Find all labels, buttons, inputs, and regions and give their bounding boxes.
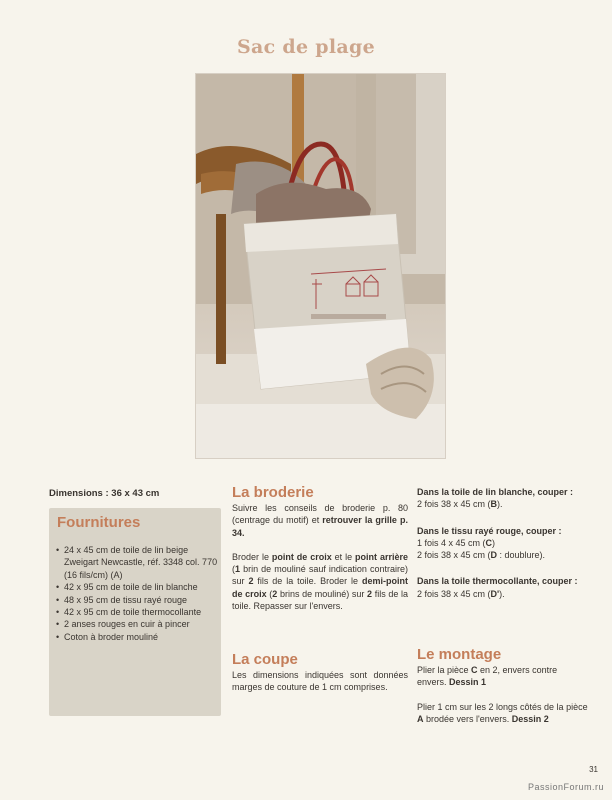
striped-cut-line2: 2 fois 38 x 45 cm (D : doublure).	[417, 550, 546, 561]
embroidery-intro: Suivre les conseils de broderie p. 80 (centrage du motif) et retrouver la grille p. 34.	[232, 503, 408, 538]
striped-cut-heading: Dans le tissu rayé rouge, couper :	[417, 525, 562, 536]
supplies-heading: Fournitures	[57, 514, 141, 531]
cutting-section	[232, 651, 408, 694]
cutting-heading: La coupe	[232, 651, 298, 668]
watermark: PassionForum.ru	[527, 782, 604, 792]
embroidery-heading: La broderie	[232, 484, 314, 501]
supplies-list	[56, 544, 218, 643]
assembly-step2: Plier 1 cm sur les 2 longs côtés de la pièce A brodée vers l'envers. Dessin 2	[417, 701, 588, 724]
assembly-heading: Le montage	[417, 646, 502, 663]
dimensions-label: Dimensions : 36 x 43 cm	[49, 488, 160, 499]
embroidery-instructions: Broder le point de croix et le point arrière (1 brin de mouliné sauf indication contraire) sur 2 fils de la toile. Broder le demi-point de croix (2 brins de mouliné) sur 2 fils de la toile. Repasser sur l'envers.	[232, 551, 408, 612]
embroidery-section	[232, 484, 408, 612]
assembly-step1: Plier la pièce C en 2, envers contre envers. Dessin 1	[417, 665, 558, 688]
list-item: • 42 x 95 cm de toile de lin blanche	[56, 582, 198, 593]
interfacing-cut-heading: Dans la toile thermocollante, couper :	[417, 576, 578, 587]
cuts-list	[417, 486, 589, 600]
striped-cut-line1: 1 fois 4 x 45 cm (C)	[417, 537, 496, 548]
list-item: • 2 anses rouges en cuir à pincer	[56, 619, 190, 630]
linen-cut-text: 2 fois 38 x 45 cm (B).	[417, 499, 503, 510]
linen-cut-heading: Dans la toile de lin blanche, couper :	[417, 487, 574, 497]
cutting-text: Les dimensions indiquées sont données marges de couture de 1 cm comprises.	[232, 670, 408, 693]
assembly-section	[417, 646, 589, 725]
page-number: 31	[589, 765, 598, 774]
interfacing-cut-text: 2 fois 38 x 45 cm (D').	[417, 588, 505, 599]
list-item: • 24 x 45 cm de toile de lin beige Zweigart Newcastle, réf. 3348 col. 770 (16 fils/cm) (A)	[56, 545, 218, 580]
beach-bag-photo	[195, 73, 446, 459]
list-item: • 48 x 95 cm de tissu rayé rouge	[56, 594, 188, 605]
page-title: Sac de plage	[237, 36, 375, 58]
list-item: • Coton à broder mouliné	[56, 631, 159, 642]
list-item: • 42 x 95 cm de toile thermocollante	[56, 607, 202, 618]
supplies-box	[49, 508, 221, 716]
